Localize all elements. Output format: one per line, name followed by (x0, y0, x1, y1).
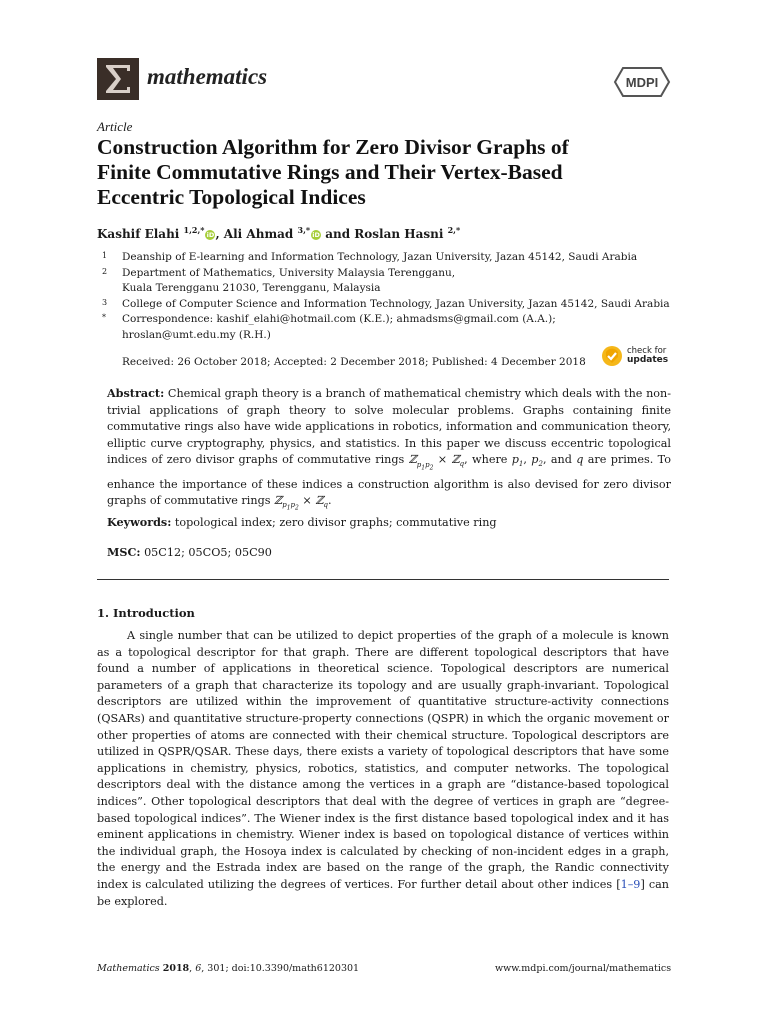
abstract-label: Abstract: (107, 386, 165, 400)
affiliation-text: College of Computer Science and Information Technology, Jazan University, Jazan 45142, Saudi Arabia (122, 297, 670, 310)
math-ring-expression: ℤ$_{p_1p_2}$ × ℤ$_q$ (408, 453, 465, 471)
affiliation-number: 3 (102, 297, 108, 307)
affiliation-text: Kuala Terengganu 21030, Terengganu, Malaysia (122, 282, 381, 294)
abstract: Abstract: Chemical graph theory is a branch of mathematical chemistry which deals with the non-trivial applications of graph theory to solve molecular problems. Graphs containing finite commutative rings also have wide applications in robotics, information and communication theory, elliptic curve cryptography, physics, and statistics. In this paper we discuss eccentric topological indices of zero divisor graphs of commutative rings ℤ$_{p_1p_2}$ × ℤ$_q$, where $p_1$, $p_2$, and q are primes. To enhance the importance of these indices a construction algorithm is also devised for zero divisor graphs of commutative rings ℤ$_{p_1p_2}$ × ℤ$_q$. (107, 386, 671, 512)
msc-text: 05C12; 05CO5; 05C90 (144, 546, 272, 559)
publication-dates: Received: 26 October 2018; Accepted: 2 December 2018; Published: 4 December 2018 (122, 356, 586, 368)
check-updates-line2: updates (627, 355, 669, 365)
footer-volume: 6 (195, 963, 202, 974)
journal-name: mathematics (147, 64, 268, 89)
divider (97, 579, 669, 580)
citation-link[interactable]: 1–9 (620, 877, 641, 891)
author-affil: 3,* (297, 225, 311, 235)
check-for-updates-button[interactable] (601, 345, 668, 367)
author-affil: 2,* (447, 225, 461, 235)
abstract-text: are primes. To enhance the importance of these indices a construction algorithm is also devised for zero divisor graphs of commutative rings (107, 453, 671, 508)
orcid-icon[interactable]: iD (312, 231, 320, 239)
affiliation (102, 250, 670, 266)
check-updates-icon (601, 345, 623, 367)
correspondence-continued (102, 328, 670, 344)
check-updates-line1: check for (627, 346, 667, 356)
abstract-text: . (327, 494, 332, 508)
footer-url[interactable]: www.mdpi.com/journal/mathematics (495, 963, 672, 974)
correspondence-text[interactable]: hroslan@umt.edu.my (R.H.) (122, 328, 271, 341)
affiliation-text: Department of Mathematics, University Malaysia Terengganu, (122, 266, 456, 279)
footer-year: 2018 (162, 963, 190, 974)
affiliation-number: 2 (102, 266, 108, 276)
author-sep: , (215, 227, 224, 241)
footer-doi[interactable]: , 301; doi:10.3390/math6120301 (201, 963, 360, 974)
journal-logo (97, 58, 139, 100)
section-heading: 1. Introduction (97, 606, 195, 620)
title-line: Finite Commutative Rings and Their Vertex-Based (97, 160, 563, 184)
affiliations (102, 250, 670, 343)
sigma-icon (103, 63, 133, 95)
math-p1: $p_1$ (511, 453, 524, 469)
author-name: Roslan Hasni (354, 227, 444, 241)
title-line: Construction Algorithm for Zero Divisor Graphs of (97, 135, 569, 159)
publisher-name: MDPI (625, 75, 659, 90)
msc-codes (107, 545, 272, 559)
paragraph-text: A single number that can be utilized to depict properties of the graph of a molecule is known as a topological descriptor for that graph. There are different topological descriptors that have found a number of applications in theoretical science. Topological descriptors are numerical parameters of a graph that characterize its topology and are usually graph-invariant. Topological descriptors are utilized within the improvement of quantitative structure-activity connections (QSARs) and quantitative structure-property connections (QSPR) in which the organic movement or other properties of atoms are connected with their chemical structure. Topological descriptors are utilized in QSPR/QSAR. These days, there exists a variety of topological descriptors that have some applications in chemistry, physics, robotics, statistics, and computer networks. The topological descriptors deal with the distance among the vertices in a graph are “distance-based topological indices”. Other topological descriptors that deal with the degree of vertices in graph are “degree-based topological indices”. The Wiener index is the first distance based topological index and it has eminent applications in chemistry. Wiener index is based on topological distance of vertices within the individual graph, the Hosoya index is calculated by checking of non-incident edges in a graph, the energy and the Estrada index are based on the range of the graph, the Randic connectivity index is calculated utilizing the degrees of vertices. For further detail about other indices [ (97, 629, 669, 891)
paragraph (97, 628, 669, 910)
correspondence (102, 312, 670, 328)
author-list (97, 225, 460, 241)
keywords-text: topological index; zero divisor graphs; commutative ring (174, 516, 497, 529)
keywords-label: Keywords: (107, 515, 172, 529)
orcid-icon[interactable]: iD (206, 231, 215, 239)
author-name: Ali Ahmad (223, 227, 294, 241)
article-type: Article (97, 119, 133, 134)
mdpi-logo (613, 66, 671, 102)
math-q: q (576, 453, 584, 467)
math-p2: $p_2$ (531, 453, 543, 469)
introduction-body (97, 628, 669, 910)
affiliation-number: 1 (102, 251, 108, 260)
footer-citation: Mathematics 2018, 6, 301; doi:10.3390/math6120301 (97, 963, 360, 974)
affiliation-text: Deanship of E-learning and Information Technology, Jazan University, Jazan 45142, Saudi Arabia (122, 251, 638, 263)
affiliation-continued (102, 281, 670, 297)
author-affil: 1,2,* (183, 225, 205, 235)
abstract-text: , where (464, 453, 512, 467)
math-ring-expression: ℤ$_{p_1p_2}$ × ℤ$_q$ (274, 494, 328, 512)
paragraph-text: ] can be explored. (97, 877, 669, 908)
correspondence-text[interactable]: Correspondence: kashif_elahi@hotmail.com (K.E.); ahmadsms@gmail.com (A.A.); (122, 313, 556, 325)
footer-journal: Mathematics (97, 963, 160, 974)
abstract-text: Chemical graph theory is a branch of mathematical chemistry which deals with the non-trivial applications of graph theory to solve molecular problems. Graphs containing finite commutative rings also have wide applications in robotics, information and communication theory, elliptic curve cryptography, physics, and statistics. In this paper we discuss eccentric topological indices of zero divisor graphs of commutative rings (107, 387, 671, 467)
author-name: Kashif Elahi (97, 227, 180, 241)
affiliation-number: * (102, 313, 106, 322)
article-title (97, 135, 687, 210)
affiliation (102, 297, 670, 313)
abstract-text: , and (542, 453, 577, 467)
author-sep: and (321, 227, 355, 241)
affiliation (102, 266, 670, 282)
keywords (107, 515, 497, 529)
title-line: Eccentric Topological Indices (97, 185, 366, 209)
msc-label: MSC: (107, 545, 141, 559)
